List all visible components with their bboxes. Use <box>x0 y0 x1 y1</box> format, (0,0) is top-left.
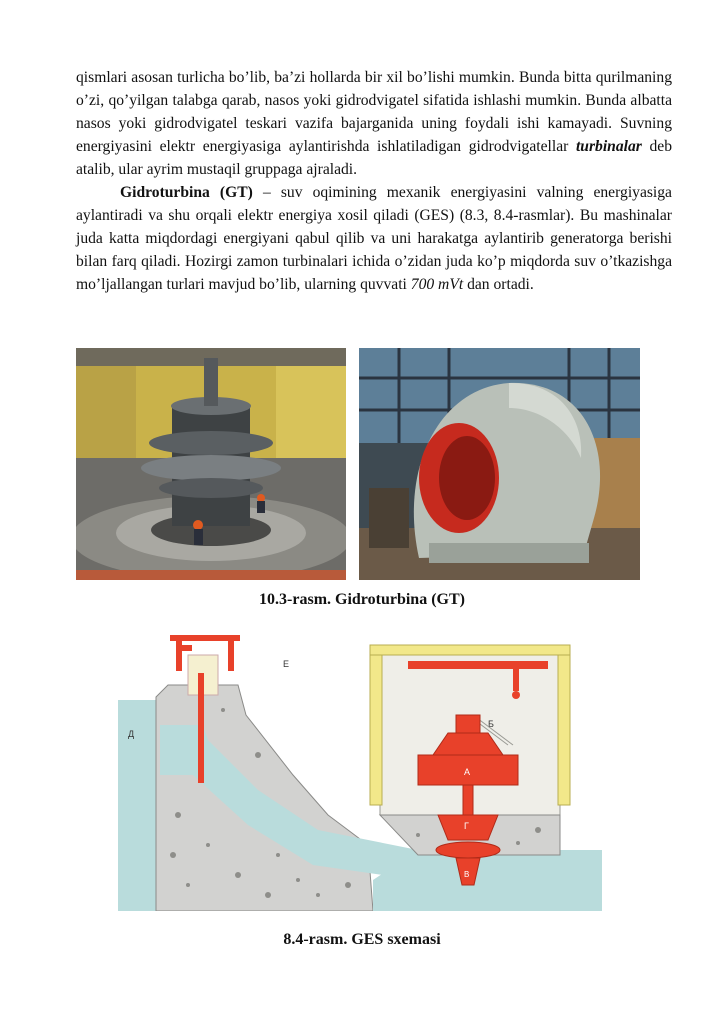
figure-1-caption: 10.3-rasm. Gidroturbina (GT) <box>259 591 465 608</box>
turbine-hall-photo <box>76 348 346 580</box>
upstream-water <box>118 700 160 911</box>
label-v: В <box>464 870 470 879</box>
spiral-turbine-photo <box>359 348 640 580</box>
term-turbinalar: turbinalar <box>575 138 642 155</box>
paragraph-2 <box>76 181 672 296</box>
tailwater <box>373 850 602 911</box>
label-d: Д <box>128 729 135 739</box>
label-g: Г <box>464 821 469 831</box>
paragraph-1-text: qismlari asosan turlicha bo’lib, ba’zi hollarda bir xil bo’lishi mumkin. Bunda bitta qurilmaning o’zi, qo’yilgan talabga qarab, nasos yoki gidrodvigatel sifatida ishlashi mumkin. Bunda albatta nasos yoki gidrodvigatel teskari vazifa bajarganida uning foydali ishi kamayadi. Suvning energiyasini elektr energiyasiga aylantirishda ishlatiladigan gidrodvigatellar <box>76 69 672 155</box>
body-text <box>76 66 672 296</box>
power-value: 700 mVt <box>410 276 464 293</box>
figure-2-caption: 8.4-rasm. GES sxemasi <box>283 931 441 948</box>
paragraph-2-text-end: dan ortadi. <box>463 276 534 293</box>
paragraph-2-text: – suv oqimining mexanik energiyasini valning energiyasiga aylantiradi va shu orqali elektr energiya xosil qiladi (GES) (8.3, 8.4-rasmlar). Bu mashinalar juda katta miqdordagi energiyani qabul qilib va uni harakatga aylantirib generatorga berishi bilan farq qiladi. Hozirgi zamon turbinalari ichida o’zidan juda ko’p miqdorda suv o’tkazishga mo’ljallangan turlari mavjud bo’lib, ularning quvvati <box>76 184 672 293</box>
paragraph-1-text-end: deb atalib, ular ayrim mustaqil gruppaga ajraladi. <box>76 138 673 178</box>
label-b: Б <box>488 719 494 729</box>
ges-scheme-diagram <box>118 615 602 911</box>
term-gidroturbina: Gidroturbina (GT) <box>120 184 253 201</box>
label-e: Е <box>283 659 290 669</box>
label-a: А <box>464 767 471 777</box>
paragraph-1 <box>76 66 672 181</box>
